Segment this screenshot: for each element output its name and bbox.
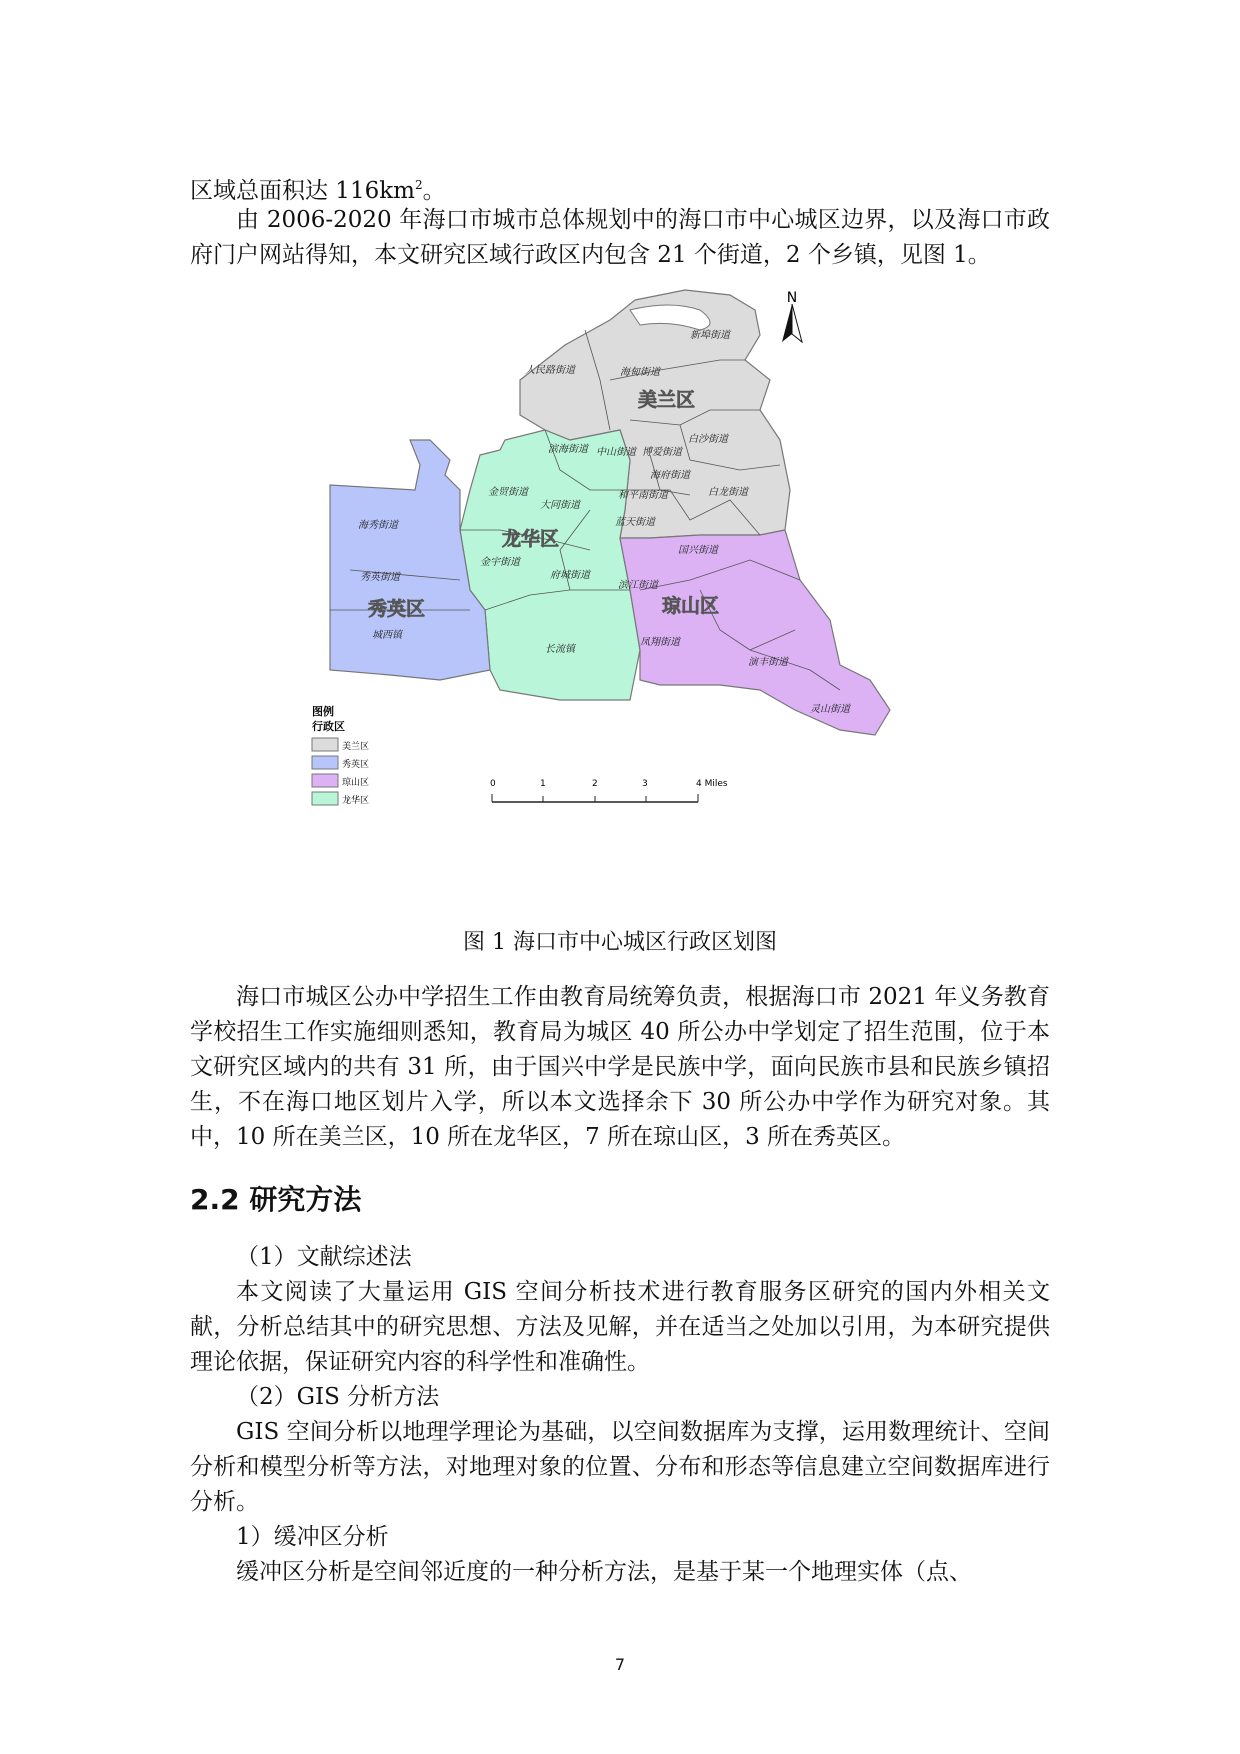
street-label: 演丰街道 [748,657,788,668]
street-label: 中山街道 [596,447,636,458]
scale-tick: 0 [490,779,496,789]
paragraph-enrollment: 海口市城区公办中学招生工作由教育局统筹负责，根据海口市 2021 年义务教育学校招生工作实施细则悉知，教育局为城区 40 所公办中学划定了招生范围，位于本文研究区域内的共有 31 所，由于国兴中学是民族中学，面向民族市县和民族乡镇招生，不在海口地区划片入学，所以本文选择余下 30 所公办中学作为研究对象。其中，10 所在美兰区，10 所在龙华区，7 所在琼山区，3 所在秀英区。 [190,984,1050,1150]
paragraph-boundary: 由 2006-2020 年海口市城市总体规划中的海口市中心城区边界，以及海口市政府门户网站得知，本文研究区域行政区内包含 21 个街道，2 个乡镇，见图 1。 [190,207,1050,268]
area-text: 区域总面积达 116km [190,178,415,204]
street-label: 白龙街道 [708,487,748,498]
street-label: 滨江街道 [618,580,658,591]
street-label: 和平南街道 [618,490,668,501]
scale-bar [490,779,728,802]
street-label: 蓝天街道 [615,517,655,528]
legend-item: 秀英区 [342,760,370,770]
paragraph-gis: GIS 空间分析以地理学理论为基础，以空间数据库为支撑，运用数理统计、空间分析和模型分析等方法，对地理对象的位置、分布和形态等信息建立空间数据库进行分析。 [190,1419,1050,1515]
street-label: 新埠街道 [690,330,730,341]
legend-title: 图例 [312,705,334,718]
legend-subtitle: 行政区 [312,720,345,733]
district-label-longhua: 龙华区 [502,528,560,550]
paragraph-buffer: 缓冲区分析是空间邻近度的一种分析方法，是基于某一个地理实体（点、 [236,1559,972,1585]
district-label-meilan: 美兰区 [638,389,696,411]
figure-caption: 图 1 海口市中心城区行政区划图 [463,930,777,955]
street-label: 人民路街道 [525,365,575,376]
page-number: 7 [614,1655,626,1674]
area-end: 。 [422,178,446,204]
legend-item: 琼山区 [342,778,370,788]
street-label: 滨海街道 [548,444,588,455]
subheading-gis: （2）GIS 分析方法 [236,1384,440,1410]
street-label: 海甸街道 [620,367,660,378]
subheading-literature: （1）文献综述法 [236,1244,412,1270]
scale-tick: 1 [540,779,546,789]
district-label-xiuying: 秀英区 [368,598,426,620]
section-heading: 2.2 研究方法 [190,1183,362,1216]
street-label: 白沙街道 [688,434,728,445]
street-label: 大同街道 [540,500,580,511]
street-label: 国兴街道 [678,545,718,556]
street-label: 灵山街道 [810,704,850,715]
north-label: N [786,290,798,306]
district-label-qiongshan: 琼山区 [662,595,720,617]
north-arrow-icon [782,290,802,342]
district-map [312,290,890,890]
street-label: 金宇街道 [480,557,520,568]
street-label: 海府街道 [650,470,690,481]
scale-tick: 2 [592,779,598,789]
street-label: 秀英街道 [360,572,400,583]
legend [312,704,369,806]
street-label: 海秀街道 [358,520,398,531]
street-label: 凤翔街道 [640,637,680,648]
legend-item: 美兰区 [342,742,370,752]
street-label: 金贸街道 [488,487,528,498]
street-label: 府城街道 [550,570,590,581]
superscript: 2 [414,178,423,192]
street-label: 长流镇 [545,644,575,655]
street-label: 城西镇 [372,630,402,641]
legend-item: 龙华区 [342,796,370,806]
paragraph-literature: 本文阅读了大量运用 GIS 空间分析技术进行教育服务区研究的国内外相关文献，分析总结其中的研究思想、方法及见解，并在适当之处加以引用，为本研究提供理论依据，保证研究内容的科学性和准确性。 [190,1279,1050,1375]
street-label: 博爱街道 [642,447,682,458]
scale-tick: 4 Miles [696,779,728,789]
scale-tick: 3 [642,779,648,789]
subheading-buffer: 1）缓冲区分析 [236,1524,389,1550]
